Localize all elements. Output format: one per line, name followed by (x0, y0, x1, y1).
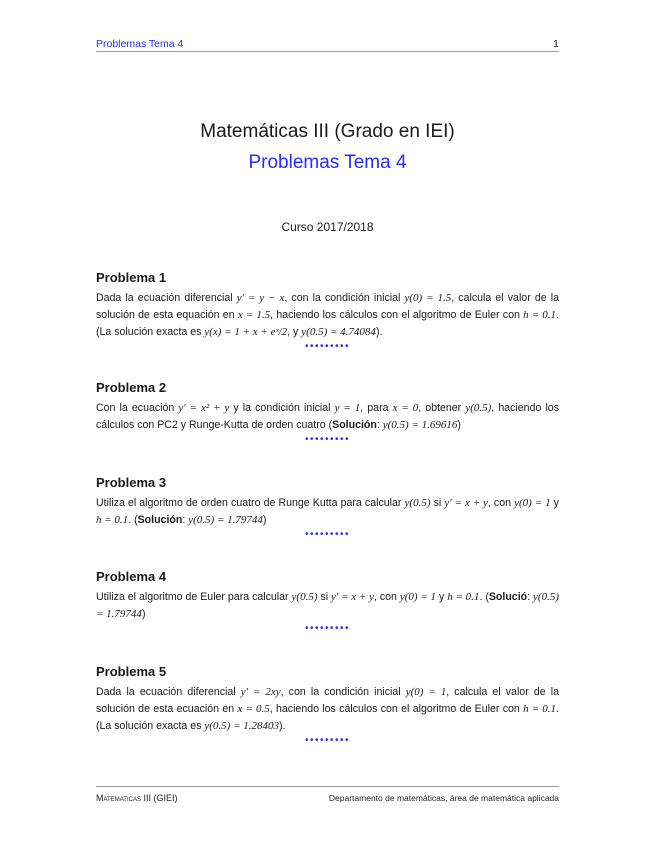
problem-5 (96, 664, 559, 747)
problem-statement: Dada la ecuación diferencial y′ = 2xy, con la condición inicial y(0) = 1, calcula el valor de la solución de esta ecuación en x = 0.5, haciendo los cálculos con el algoritmo de Euler con h = 0.1. (La solución exacta es y(0.5) = 1.28403). (96, 686, 559, 732)
separator-dots: ••••••••• (304, 529, 350, 540)
separator-dots: ••••••••• (304, 341, 350, 352)
problem-statement: Utiliza el algoritmo de orden cuatro de Runge Kutta para calcular y(0.5) si y′ = x + y, con y(0) = 1 y h = 0.1. (Solución: y(0.5) = 1.79744) (96, 497, 559, 526)
problem-heading: Problema 1 (96, 270, 167, 285)
document-subtitle: Problemas Tema 4 (248, 152, 407, 173)
problem-heading: Problema 5 (96, 664, 167, 679)
problem-2 (96, 380, 559, 446)
separator-dots: ••••••••• (304, 623, 350, 634)
page-number: 1 (553, 38, 559, 50)
problem-heading: Problema 4 (96, 569, 167, 584)
separator-dots: ••••••••• (304, 735, 350, 746)
problem-heading: Problema 3 (96, 475, 167, 490)
course-year: Curso 2017/2018 (281, 220, 374, 234)
header-divider (96, 51, 559, 52)
problem-heading: Problema 2 (96, 380, 167, 395)
problem-statement: Utiliza el algoritmo de Euler para calcular y(0.5) si y′ = x + y, con y(0) = 1 y h = 0.1. (Solució: y(0.5) = 1.79744) (96, 591, 559, 620)
footer-department: Departamento de matemáticas, área de matemática aplicada (328, 793, 559, 803)
separator-dots: ••••••••• (304, 434, 350, 445)
running-header-title: Problemas Tema 4 (96, 38, 184, 50)
problem-statement: Con la ecuación y′ = x² + y y la condición inicial y = 1, para x = 0, obtener y(0.5), haciendo los cálculos con PC2 y Runge-Kutta de orden cuatro (Solución: y(0.5) = 1.69616) (96, 402, 559, 431)
problem-3 (96, 475, 559, 541)
footer-course: Matematicas III (GIEI) (96, 793, 178, 803)
footer-divider (96, 786, 559, 787)
problem-4 (96, 569, 559, 635)
problem-statement: Dada la ecuación diferencial y′ = y − x, con la condición inicial y(0) = 1.5, calcula el valor de la solución de esta equación en x = 1.5, haciendo los cálculos con el algoritmo de Euler con h = 0.1. (La solución exacta es y(x) = 1 + x + eˣ/2, y y(0.5) = 4.74084). (96, 292, 559, 338)
problem-1 (96, 270, 559, 353)
document-title: Matemáticas III (Grado en IEI) (200, 121, 455, 142)
